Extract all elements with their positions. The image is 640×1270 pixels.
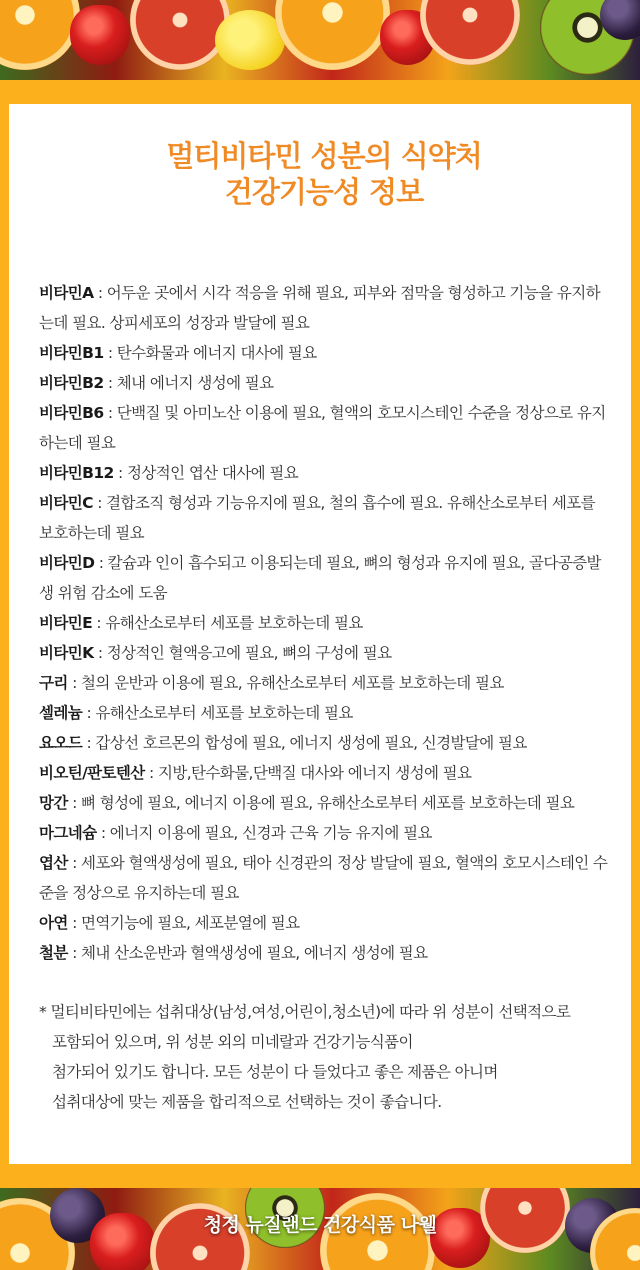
footnote-line: 포함되어 있으며, 위 성분 외의 미네랄과 건강기능식품이 xyxy=(52,1033,413,1051)
nutrient-name: 비타민D xyxy=(39,554,95,572)
strawberry-image xyxy=(70,5,130,65)
nutrient-item xyxy=(39,638,609,668)
grapefruit-image xyxy=(420,0,520,65)
nutrient-name: 셀레늄 xyxy=(39,704,83,722)
nutrient-name: 비오틴/판토텐산 xyxy=(39,764,145,782)
orange-slice-image xyxy=(0,0,80,70)
nutrient-name: 엽산 xyxy=(39,854,68,872)
nutrient-name: 철분 xyxy=(39,944,68,962)
nutrient-item xyxy=(39,278,609,338)
info-panel xyxy=(9,104,631,1164)
nutrient-name: 구리 xyxy=(39,674,68,692)
brand-footer-text: 청정 뉴질랜드 건강식품 나웰 xyxy=(203,1214,437,1236)
nutrient-list xyxy=(39,278,609,968)
nutrient-item xyxy=(39,608,609,638)
nutrient-item xyxy=(39,848,609,908)
nutrient-name: 비타민B6 xyxy=(39,404,104,422)
nutrient-desc: : 어두운 곳에서 시각 적응을 위해 필요, 피부와 점막을 형성하고 기능을 유지하는데 필요. 상피세포의 성장과 발달에 필요 xyxy=(39,284,600,332)
nutrient-name: 비타민B1 xyxy=(39,344,104,362)
footnote xyxy=(39,997,609,1117)
nutrient-desc: : 정상적인 엽산 대사에 필요 xyxy=(113,464,299,482)
fruit-banner-top xyxy=(0,0,640,80)
nutrient-item xyxy=(39,668,609,698)
nutrient-desc: : 체내 에너지 생성에 필요 xyxy=(103,374,274,392)
footnote-line: 첨가되어 있기도 합니다. 모든 성분이 다 들었다고 좋은 제품은 아니며 xyxy=(52,1063,498,1081)
nutrient-desc: : 뼈 형성에 필요, 에너지 이용에 필요, 유해산소로부터 세포를 보호하는데 필요 xyxy=(67,794,575,812)
nutrient-item xyxy=(39,908,609,938)
nutrient-desc: : 철의 운반과 이용에 필요, 유해산소로부터 세포를 보호하는데 필요 xyxy=(67,674,504,692)
title-line-1: 멀티비타민 성분의 식약처 xyxy=(166,139,482,173)
nutrient-desc: : 면역기능에 필요, 세포분열에 필요 xyxy=(67,914,300,932)
nutrient-desc: : 갑상선 호르몬의 합성에 필요, 에너지 생성에 필요, 신경발달에 필요 xyxy=(82,734,527,752)
nutrient-item xyxy=(39,698,609,728)
nutrient-desc: : 탄수화물과 에너지 대사에 필요 xyxy=(103,344,317,362)
nutrient-desc: : 유해산소로부터 세포를 보호하는데 필요 xyxy=(82,704,353,722)
nutrient-desc: : 세포와 혈액생성에 필요, 태아 신경관의 정상 발달에 필요, 혈액의 호모시스테인 수준을 정상으로 유지하는데 필요 xyxy=(39,854,608,902)
nutrient-item xyxy=(39,818,609,848)
page-title xyxy=(39,138,609,210)
nutrient-item xyxy=(39,458,609,488)
nutrient-desc: : 지방,탄수화물,단백질 대사와 에너지 생성에 필요 xyxy=(144,764,472,782)
nutrient-name: 망간 xyxy=(39,794,68,812)
footnote-line: 섭취대상에 맞는 제품을 합리적으로 선택하는 것이 좋습니다. xyxy=(52,1093,442,1111)
title-line-2: 건강기능성 정보 xyxy=(224,175,424,209)
orange-slice-image xyxy=(275,0,390,70)
footnote-line: * 멀티비타민에는 섭취대상(남성,여성,어린이,청소년)에 따라 위 성분이 선택적으로 xyxy=(39,1003,571,1021)
nutrient-name: 비타민B2 xyxy=(39,374,104,392)
nutrient-name: 비타민E xyxy=(39,614,93,632)
nutrient-name: 비타민C xyxy=(39,494,93,512)
nutrient-item xyxy=(39,488,609,548)
nutrient-item xyxy=(39,398,609,458)
nutrient-desc: : 에너지 이용에 필요, 신경과 근육 기능 유지에 필요 xyxy=(96,824,432,842)
nutrient-name: 비타민K xyxy=(39,644,94,662)
nutrient-item xyxy=(39,938,609,968)
nutrient-name: 요오드 xyxy=(39,734,83,752)
nutrient-desc: : 유해산소로부터 세포를 보호하는데 필요 xyxy=(92,614,363,632)
nutrient-name: 비타민A xyxy=(39,284,94,302)
nutrient-item xyxy=(39,788,609,818)
nutrient-name: 마그네슘 xyxy=(39,824,97,842)
nutrient-item xyxy=(39,368,609,398)
nutrient-desc: : 칼슘과 인이 흡수되고 이용되는데 필요, 뼈의 형성과 유지에 필요, 골다공증발생 위험 감소에 도움 xyxy=(39,554,601,602)
nutrient-name: 비타민B12 xyxy=(39,464,114,482)
nutrient-item xyxy=(39,548,609,608)
nutrient-desc: : 체내 산소운반과 혈액생성에 필요, 에너지 생성에 필요 xyxy=(67,944,428,962)
nutrient-item xyxy=(39,338,609,368)
nutrient-desc: : 결합조직 형성과 기능유지에 필요, 철의 흡수에 필요. 유해산소로부터 세포를 보호하는데 필요 xyxy=(39,494,596,542)
nutrient-item xyxy=(39,728,609,758)
nutrient-name: 아연 xyxy=(39,914,68,932)
nutrient-desc: : 정상적인 혈액응고에 필요, 뼈의 구성에 필요 xyxy=(93,644,392,662)
nutrient-desc: : 단백질 및 아미노산 이용에 필요, 혈액의 호모시스테인 수준을 정상으로 유지하는데 필요 xyxy=(39,404,606,452)
nutrient-item xyxy=(39,758,609,788)
